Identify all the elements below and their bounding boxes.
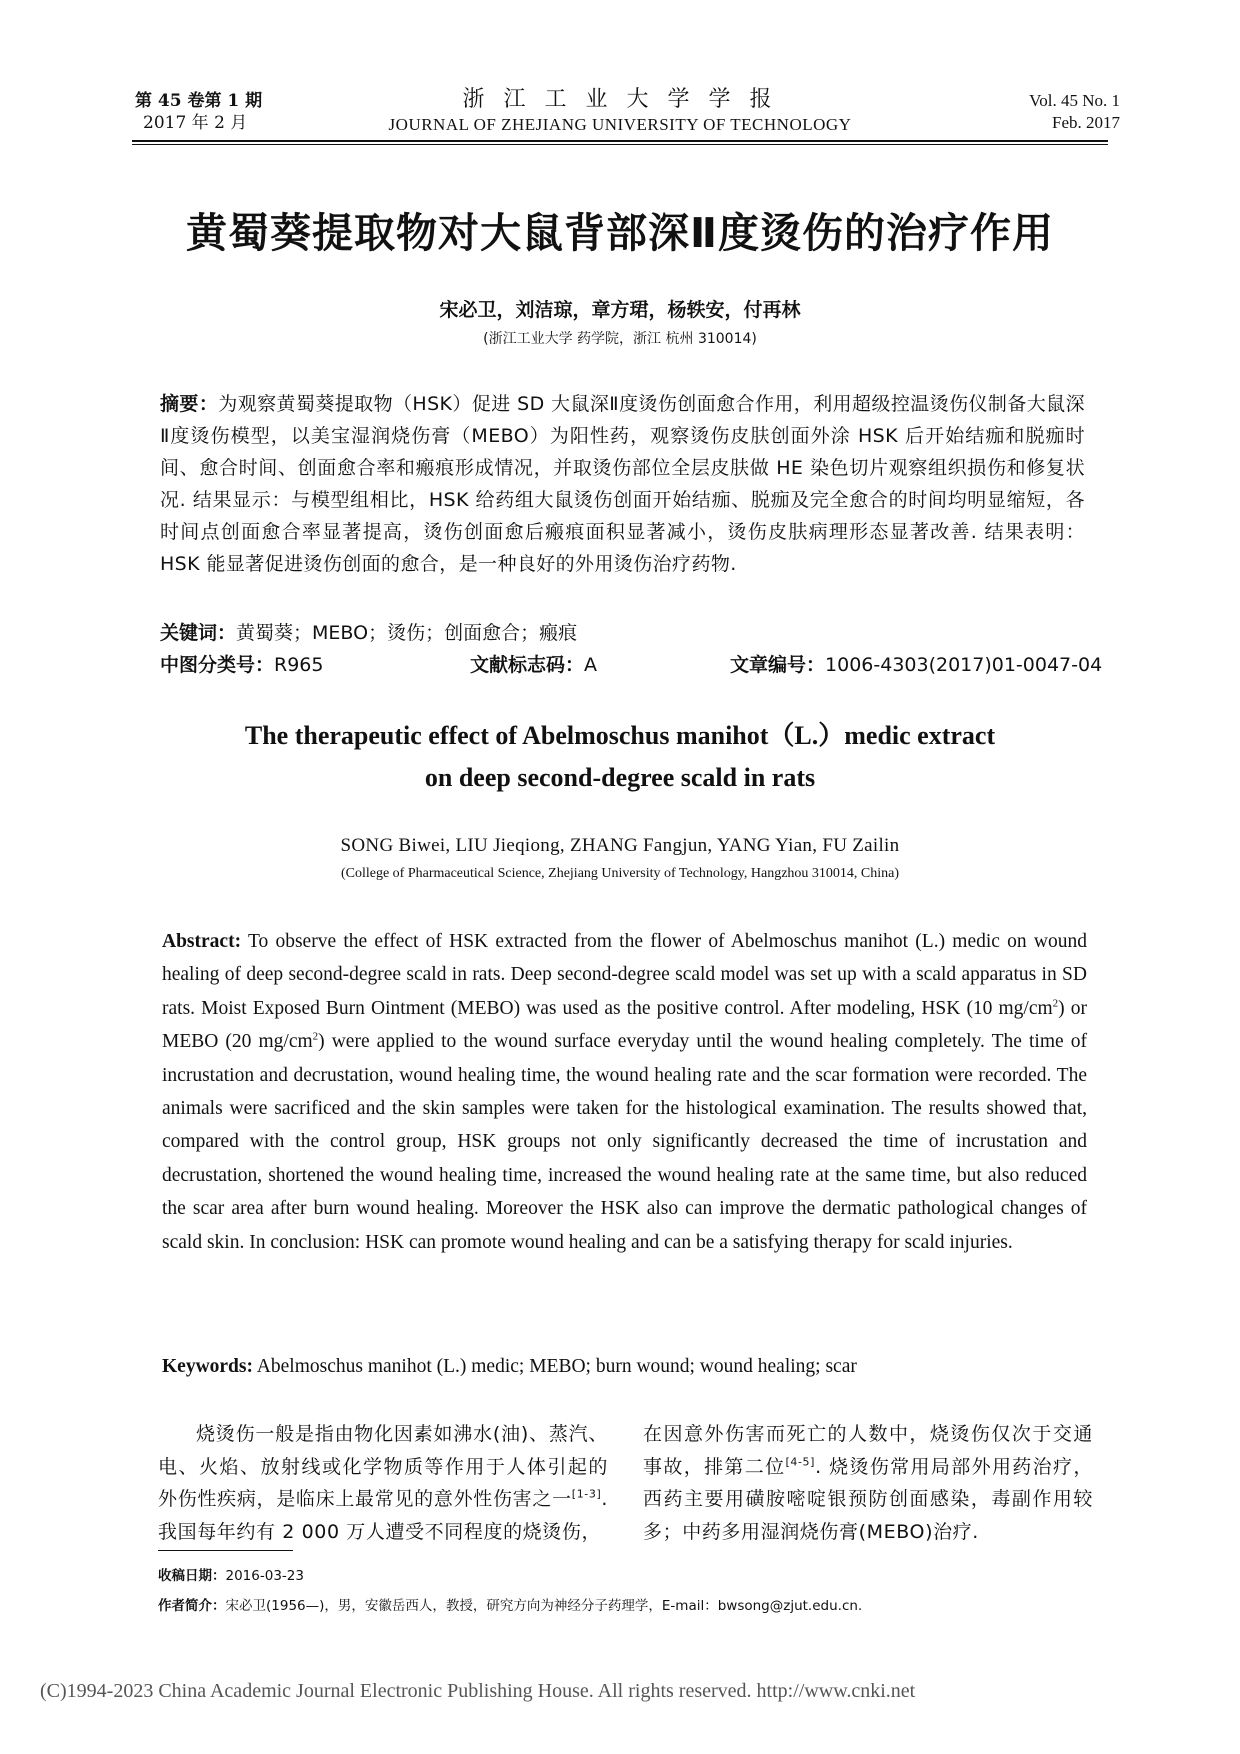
abstract-en-label: Abstract: — [162, 931, 242, 952]
article-number-value: 1006-4303(2017)01-0047-04 — [825, 654, 1103, 676]
paper-title-en-line2: on deep second-degree scald in rats — [424, 763, 816, 792]
authors-cn: 宋必卫，刘洁琼，章方珺，杨轶安，付再林 — [439, 299, 801, 321]
received-label: 收稿日期： — [158, 1568, 226, 1584]
superscript-1: 2 — [1052, 997, 1059, 1010]
paper-title-en — [150, 715, 1090, 799]
author-bio-label: 作者简介： — [158, 1598, 226, 1614]
abstract-en-text-3: ) were applied to the wound surface everyday until the wound healing completely. The time of incrustation and decrustation, wound healing time, the wound healing rate and the scar formation were recorded. The animals were sacrificed and the skin samples were taken for the histological examination. The results showed that, compared with the control group, HSK groups not only significantly decreased the time of incrustation and decrustation, shortened the wound healing time, increased the wound healing rate at the same time, but also reduced the scar area after burn wound healing. Moreover the HSK also can improve the dermatic pathological changes of scald skin. In conclusion: HSK can promote wound healing and can be a satisfying therapy for scald injuries. — [162, 1031, 1087, 1253]
keywords-en — [162, 1352, 1087, 1382]
body-left-text-1: 烧烫伤一般是指由物化因素如沸水(油)、蒸汽、电、火焰、放射线或化学物质等作用于人体引起的外伤性疾病，是临床上最常见的意外性伤害之一 — [158, 1423, 608, 1510]
header-rule — [132, 140, 1108, 142]
footnote-author — [158, 1596, 862, 1616]
abstract-cn-text: 为观察黄蜀葵提取物（HSK）促进 SD 大鼠深Ⅱ度烫伤创面愈合作用，利用超级控温烫伤仪制备大鼠深Ⅱ度烫伤模型，以美宝湿润烧伤膏（MEBO）为阳性药，观察烫伤皮肤创面外涂 HSK 后开始结痂和脱痂时间、愈合时间、创面愈合率和瘢痕形成情况，并取烫伤部位全层皮肤做 HE 染色切片观察组织损伤和修复状况. 结果显示：与模型组相比，HSK 给药组大鼠烫伤创面开始结痂、脱痂及完全愈合的时间均明显缩短，各时间点创面愈合率显著提高，烫伤创面愈后瘢痕面积显著减小，烫伤皮肤病理形态显著改善. 结果表明：HSK 能显著促进烫伤创面的愈合，是一种良好的外用烫伤治疗药物. — [160, 393, 1085, 575]
volume-en: Vol. 45 No. 1 — [1029, 91, 1120, 110]
abstract-en-text-2: ) or MEBO (20 mg/cm — [162, 997, 1087, 1053]
body-right-text-1: 在因意外伤害而死亡的人数中，烧烫伤仅次于交通事故，排第二位 — [643, 1423, 1093, 1478]
author-bio: 宋必卫(1956—)，男，安徽岳西人，教授，研究方向为神经分子药理学，E-mail：bwsong@zjut.edu.cn. — [225, 1598, 863, 1614]
date-en: Feb. 2017 — [1052, 113, 1120, 132]
abstract-cn — [160, 388, 1085, 580]
body-right-text-2: . 烧烫伤常用局部外用药治疗，西药主要用磺胺嘧啶银预防创面感染，毒副作用较多；中药多用湿润烧伤膏(MEBO)治疗. — [643, 1455, 1093, 1543]
journal-name-en: JOURNAL OF ZHEJIANG UNIVERSITY OF TECHNOLOGY — [388, 115, 852, 134]
keywords-cn-text: 黄蜀葵；MEBO；烫伤；创面愈合；瘢痕 — [236, 622, 578, 644]
volume-cn: 第 45 卷第 1 期 — [135, 91, 263, 111]
doc-code-value: A — [584, 654, 598, 676]
clc-value: R965 — [274, 654, 324, 676]
affiliation-en: (College of Pharmaceutical Science, Zhejiang University of Technology, Hangzhou 310014, China) — [340, 866, 900, 881]
superscript-2: 2 — [312, 1030, 319, 1043]
doc-code-label: 文献标志码： — [470, 654, 585, 676]
citation-1-3: [1-3] — [571, 1487, 602, 1501]
citation-4-5: [4-5] — [785, 1455, 816, 1469]
abstract-en — [162, 925, 1087, 1259]
issue-info-cn — [135, 90, 335, 134]
body-left-text-2: . 我国每年约有 2 000 万人遭受不同程度的烧烫伤， — [158, 1488, 608, 1543]
issue-info-en — [960, 90, 1120, 134]
footnote-rule — [158, 1550, 293, 1551]
article-number — [730, 650, 1102, 680]
header-rule-thin — [132, 144, 1108, 145]
paper-title-en-line1: The therapeutic effect of Abelmoschus manihot（L.）medic extract — [244, 721, 996, 750]
date-cn: 2017 年 2 月 — [143, 113, 248, 133]
journal-name-cn: 浙 江 工 业 大 学 学 报 — [462, 87, 778, 112]
footnote-received — [158, 1566, 304, 1586]
keywords-en-text: Abelmoschus manihot (L.) medic; MEBO; burn wound; wound healing; scar — [253, 1356, 857, 1377]
authors-en: SONG Biwei, LIU Jieqiong, ZHANG Fangjun, YANG Yian, FU Zailin — [340, 835, 900, 856]
keywords-cn-label: 关键词： — [160, 622, 237, 644]
keywords-cn — [160, 618, 1085, 648]
received-date: 2016-03-23 — [225, 1568, 304, 1584]
copyright-notice: (C)1994-2023 China Academic Journal Electronic Publishing House. All rights reserved. http://www.cnki.net — [40, 1680, 916, 1702]
body-column-left — [158, 1418, 608, 1548]
clc-number — [160, 650, 323, 680]
abstract-en-text-1: To observe the effect of HSK extracted from the flower of Abelmoschus manihot (L.) medic on wound healing of deep second-degree scald in rats. Deep second-degree scald model was set up with a scald apparatus in SD rats. Moist Exposed Burn Ointment (MEBO) was used as the positive control. After modeling, HSK (10 mg/cm — [162, 931, 1087, 1019]
abstract-cn-label: 摘要： — [160, 393, 219, 415]
body-column-right — [643, 1418, 1093, 1548]
affiliation-cn: (浙江工业大学 药学院，浙江 杭州 310014) — [483, 331, 757, 347]
document-code — [470, 650, 597, 680]
article-number-label: 文章编号： — [730, 654, 826, 676]
clc-label: 中图分类号： — [160, 654, 275, 676]
paper-title-cn: 黄蜀葵提取物对大鼠背部深Ⅱ度烫伤的治疗作用 — [185, 209, 1054, 257]
journal-name — [330, 86, 910, 136]
keywords-en-label: Keywords: — [162, 1356, 253, 1377]
